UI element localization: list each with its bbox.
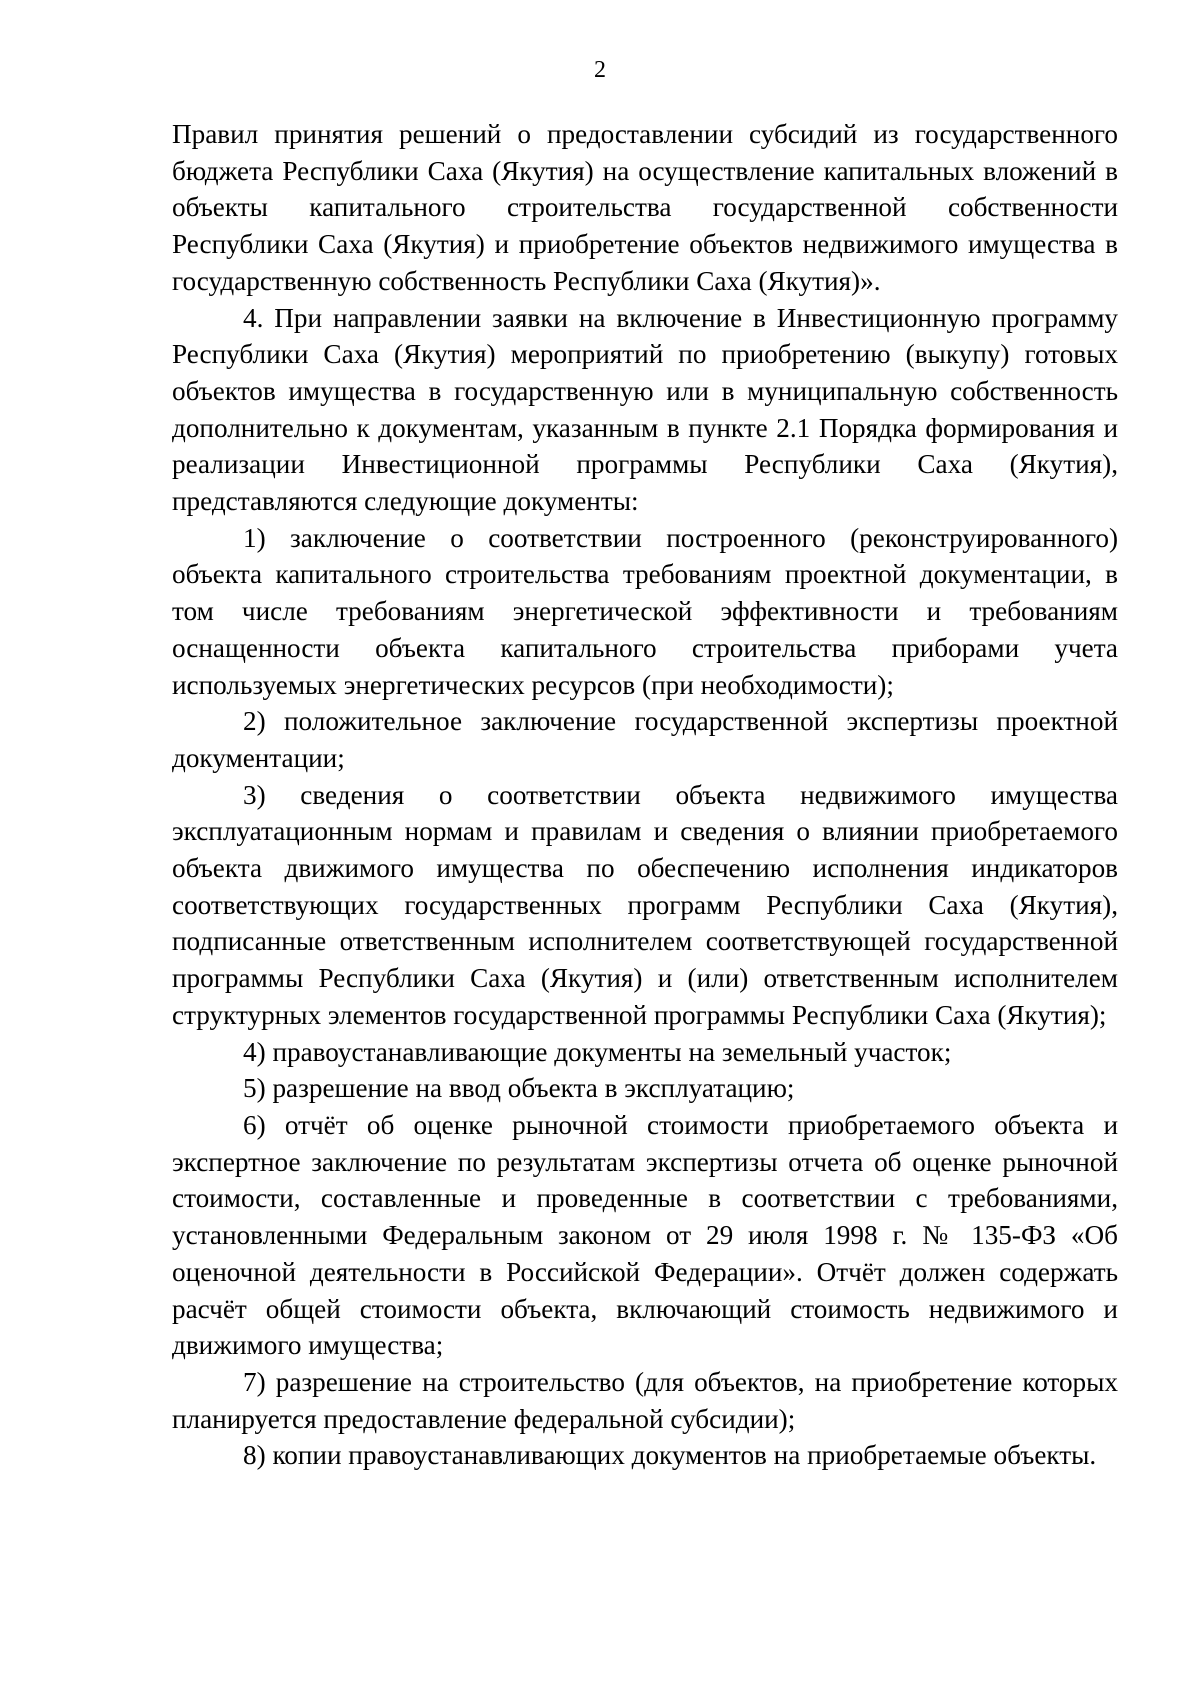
list-item-4: 4) правоустанавливающие документы на земельный участок;	[243, 1036, 952, 1067]
page-number: 2	[594, 57, 606, 83]
paragraph-continuation: Правил принятия решений о предоставлении субсидий из государственного бюджета Республики Саха (Якутия) на осуществление капитальных вложений в объекты капитального строительства государственной собственности Республики Саха (Якутия) и приобретение объектов недвижимого имущества в государственную собственность Республики Саха (Якутия)».	[172, 119, 1118, 296]
document-body	[172, 116, 1118, 1474]
list-item-8: 8) копии правоустанавливающих документов на приобретаемые объекты.	[243, 1440, 1097, 1471]
list-item-6: 6) отчёт об оценке рыночной стоимости приобретаемого объекта и экспертное заключение по результатам экспертизы отчета об оценке рыночной стоимости, составленные и проведенные в соответствии с требованиями, установленными Федеральным законом от 29 июля 1998 г. № 135-ФЗ «Об оценочной деятельности в Российской Федерации». Отчёт должен содержать расчёт общей стоимости объекта, включающий стоимость недвижимого и движимого имущества;	[172, 1109, 1118, 1361]
list-item-7: 7) разрешение на строительство (для объектов, на приобретение которых планируется предоставление федеральной субсидии);	[172, 1366, 1118, 1434]
list-item-1: 1) заключение о соответствии построенного (реконструированного) объекта капитального строительства требованиям проектной документации, в том числе требованиям энергетической эффективности и требованиям оснащенности объекта капитального строительства приборами учета используемых энергетических ресурсов (при необходимости);	[172, 522, 1118, 700]
list-item-5: 5) разрешение на ввод объекта в эксплуатацию;	[243, 1073, 795, 1104]
list-item-2: 2) положительное заключение государственной экспертизы проектной документации;	[172, 706, 1118, 773]
paragraph-item-4: 4. При направлении заявки на включение в Инвестиционную программу Республики Саха (Якутия) мероприятий по приобретению (выкупу) готовых объектов имущества в государственную или в муниципальную собственность дополнительно к документам, указанным в пункте 2.1 Порядка формирования и реализации Инвестиционной программы Республики Саха (Якутия), представляются следующие документы:	[172, 302, 1118, 517]
list-item-3: 3) сведения о соответствии объекта недвижимого имущества эксплуатационным нормам и правилам и сведения о влиянии приобретаемого объекта движимого имущества по обеспечению исполнения индикаторов соответствующих государственных программ Республики Саха (Якутия), подписанные ответственным исполнителем соответствующей государственной программы Республики Саха (Якутия) и (или) ответственным исполнителем структурных элементов государственной программы Республики Саха (Якутия);	[172, 779, 1118, 1030]
